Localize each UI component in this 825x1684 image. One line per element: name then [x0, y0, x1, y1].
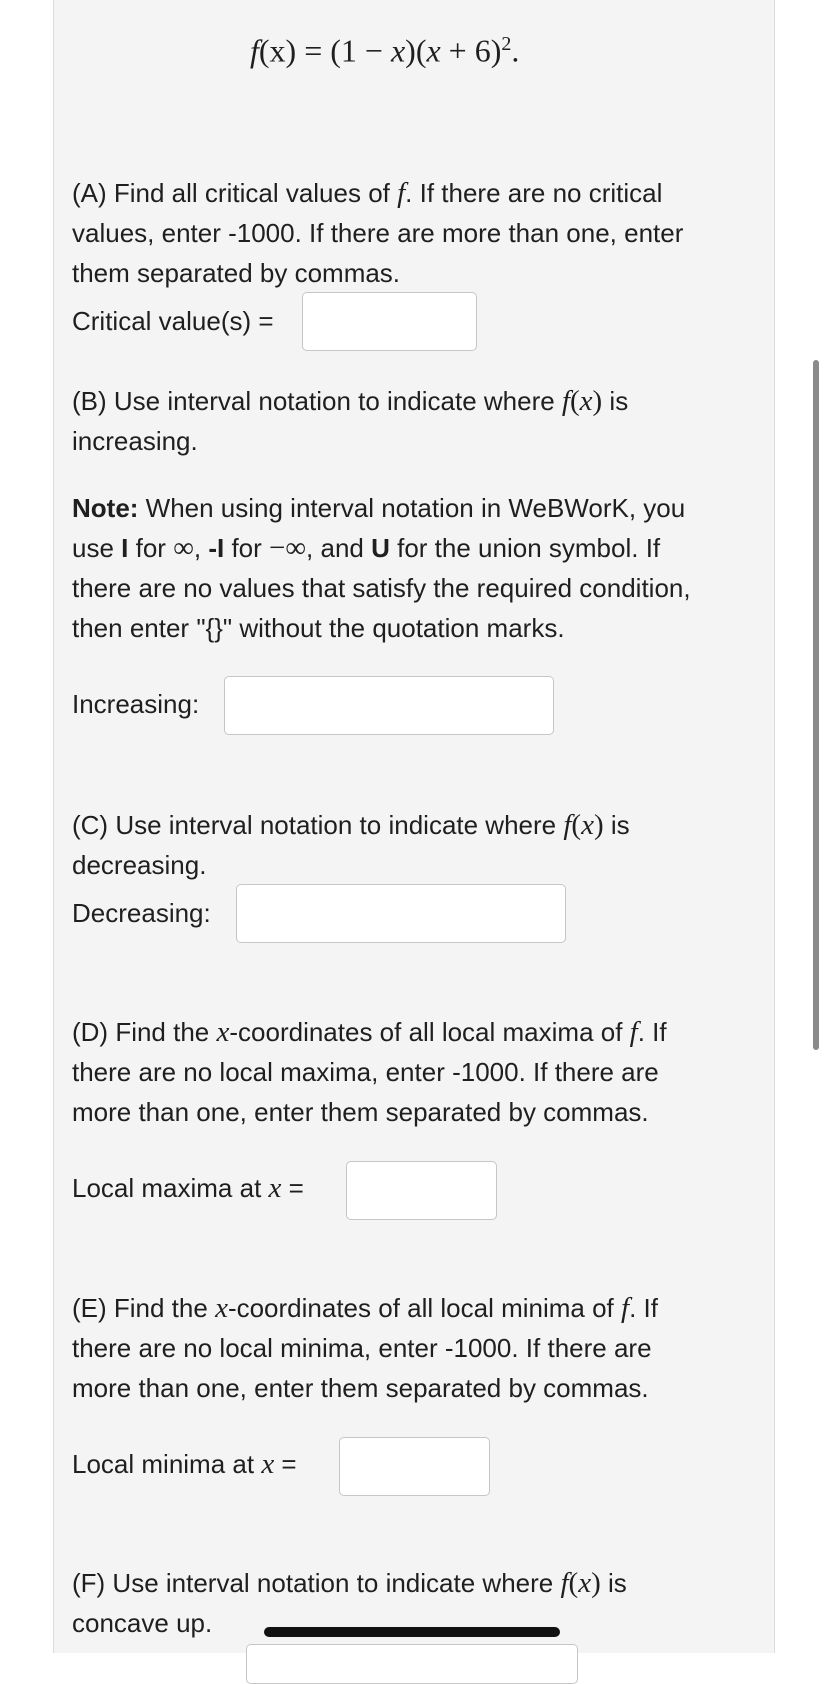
part-a-question: (A) Find all critical values of f. If there are no critical values, enter -1000. If there are more than one, enter them separated by commas. — [72, 177, 684, 288]
part-d-question: (D) Find the x-coordinates of all local maxima of f. If there are no local maxima, enter -1000. If there are more than one, enter them separated by commas. — [72, 1016, 667, 1127]
scrollbar[interactable] — [813, 360, 819, 1050]
part-b-question: (B) Use interval notation to indicate where f(x) is increasing. — [72, 385, 629, 456]
critical-values-label: Critical value(s) = — [72, 306, 274, 336]
increasing-label: Increasing: — [72, 689, 200, 719]
home-indicator[interactable] — [264, 1627, 560, 1637]
function-formula: $f(x) = (1 - x)(x + 6)^2$. — [250, 32, 520, 69]
local-minima-input[interactable] — [339, 1437, 490, 1496]
part-c-question: (C) Use interval notation to indicate where f(x) is decreasing. — [72, 809, 630, 880]
decreasing-input[interactable] — [236, 884, 566, 943]
critical-values-input[interactable] — [302, 292, 477, 351]
local-maxima-label: Local maxima at x = — [72, 1172, 304, 1204]
increasing-input[interactable] — [224, 676, 554, 735]
concave-up-input[interactable] — [246, 1644, 578, 1684]
local-maxima-input[interactable] — [346, 1161, 497, 1220]
interval-notation-note: Note: When using interval notation in WeBWorK, you use I for ∞, -I for −∞, and U for the union symbol. If there are no values that satisfy the required condition, then enter "{}" without the quotation marks. — [72, 493, 691, 643]
local-minima-label: Local minima at x = — [72, 1448, 297, 1480]
part-e-question: (E) Find the x-coordinates of all local minima of f. If there are no local minima, enter -1000. If there are more than one, enter them separated by commas. — [72, 1292, 658, 1403]
decreasing-label: Decreasing: — [72, 898, 211, 928]
part-f-question: (F) Use interval notation to indicate where f(x) is concave up. — [72, 1567, 627, 1638]
